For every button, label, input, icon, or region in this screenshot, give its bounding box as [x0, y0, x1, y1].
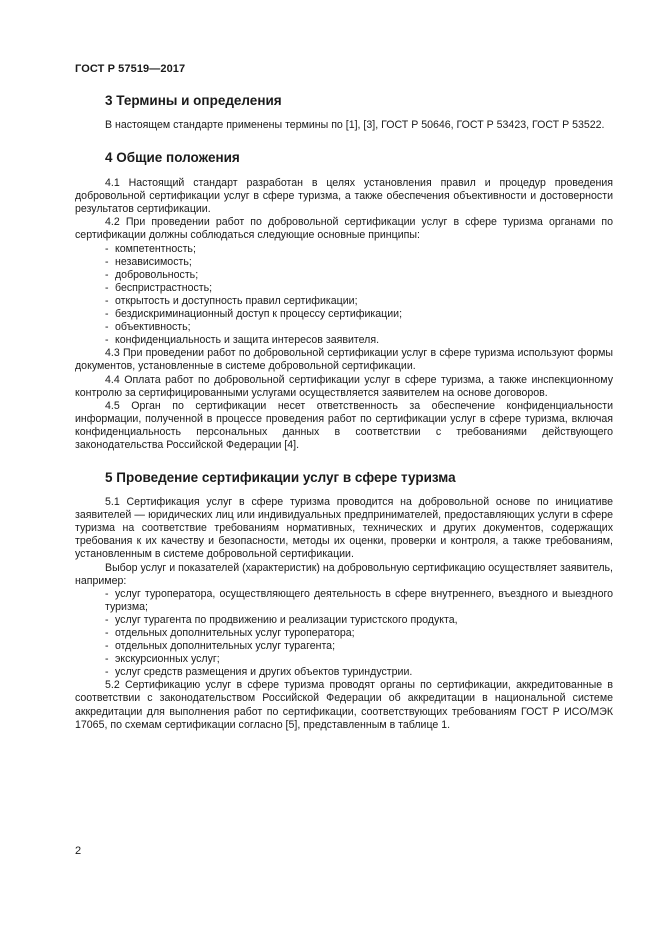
list-item: - объективность; [105, 321, 191, 334]
section-5-title: 5 Проведение сертификации услуг в сфере туризма [105, 470, 456, 486]
standard-header: ГОСТ Р 57519—2017 [75, 63, 186, 75]
document-body [75, 90, 613, 732]
list-item: - отдельных дополнительных услуг турагента; [105, 640, 336, 653]
list-item: - услуг средств размещения и других объектов туриндустрии. [105, 666, 413, 679]
list-item: - бездискриминационный доступ к процессу сертификации; [105, 308, 403, 321]
list-item: - независимость; [105, 255, 192, 268]
section-3-paragraph: В настоящем стандарте применены термины по [1], [3], ГОСТ Р 50646, ГОСТ Р 53423, ГОСТ Р 53522. [105, 119, 605, 131]
paragraph-5-selection: Выбор услуг и показателей (характеристик) на добровольную сертификацию осуществляет заявитель, например: [75, 561, 613, 587]
list-item: - компетентность; [105, 242, 196, 255]
list-item: - услуг турагента по продвижению и реализации туристского продукта, [105, 613, 458, 626]
paragraph-4-1: 4.1 Настоящий стандарт разработан в целях установления правил и процедур проведения добровольной сертификации услуг в сфере туризма, а также обеспечения объективности и достоверности результатов сертификации. [75, 177, 613, 216]
list-item: - экскурсионных услуг; [105, 653, 220, 666]
paragraph-4-2: 4.2 При проведении работ по добровольной сертификации услуг в сфере туризма органами по сертификации должны соблюдаться следующие основные принципы: [75, 216, 613, 242]
services-list [75, 588, 613, 680]
list-item: - открытость и доступность правил сертификации; [105, 294, 358, 307]
list-item: - конфиденциальность и защита интересов заявителя. [105, 334, 380, 347]
section-4-title: 4 Общие положения [105, 150, 240, 166]
paragraph-4-4: 4.4 Оплата работ по добровольной сертификации услуг в сфере туризма, а также инспекционному контролю за сертифицированными услугами осуществляется заявителем на основе договоров. [75, 373, 613, 399]
paragraph-4-3: 4.3 При проведении работ по добровольной сертификации услуг в сфере туризма используют формы документов, установленные в системе добровольной сертификации. [75, 347, 613, 373]
paragraph-4-5: 4.5 Орган по сертификации несет ответственность за обеспечение конфиденциальности информации, полученной в процессе проведения работ по сертификации услуг в сфере туризма, включая конфиденциальность персональных данных в соответствии с требованиями действующего законодательства Российской Федерации [4]. [75, 399, 613, 451]
paragraph-5-2: 5.2 Сертификацию услуг в сфере туризма проводят органы по сертификации, аккредитованные в соответствии с законодательством Российской Федерации об аккредитации в национальной системе аккредитации для выполнения работ по сертификации, соответствующих требованиям ГОСТ Р ИСО/МЭК 17065, по схемам сертификации согласно [5], представленным в таблице 1. [75, 679, 613, 731]
list-item: - беспристрастность; [105, 281, 213, 294]
list-item: - отдельных дополнительных услуг туроператора; [105, 627, 355, 639]
list-item: - добровольность; [105, 268, 199, 281]
section-3-title: 3 Термины и определения [105, 93, 282, 108]
paragraph-5-1: 5.1 Сертификация услуг в сфере туризма проводится на добровольной основе по инициативе заявителей — юридических лиц или индивидуальных предпринимателей, предоставляющих услуги в сфере туризма на соответствие требованиям нормативных, технических и других документов, содержащих требования к их качеству и безопасности, методы их оценки, проверки и контроля, а также требованиям, установленным в системе добровольной сертификации. [75, 496, 613, 561]
list-item: - услуг туроператора, осуществляющего деятельность в сфере внутреннего, въездного и выездного туризма; [105, 587, 613, 613]
principles-list [75, 243, 613, 348]
page-number: 2 [75, 845, 82, 857]
